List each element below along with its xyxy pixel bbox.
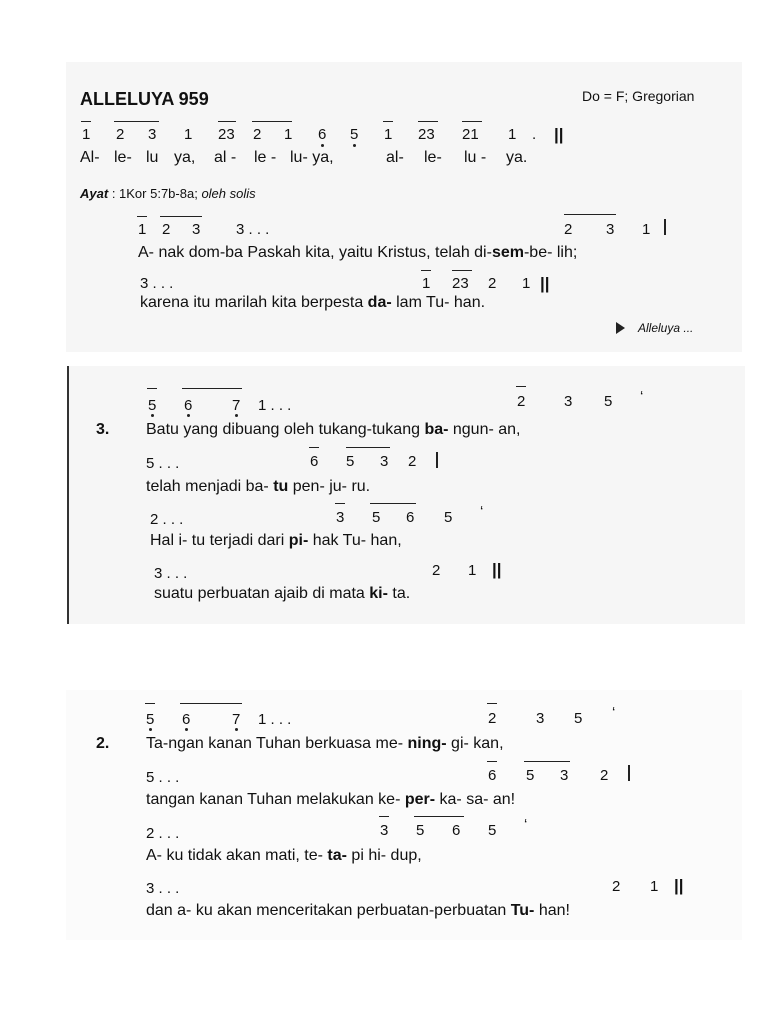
syllable: al - (214, 149, 237, 166)
note: 2 (253, 126, 262, 143)
note: 3 . . . (236, 221, 270, 238)
note: 2 . . . (150, 511, 184, 528)
note: 2 (432, 562, 441, 579)
verse3-line3-text: Hal i- tu terjadi dari pi- hak Tu- han, (150, 532, 402, 549)
syllable: Al- (80, 149, 100, 166)
note: 1 (284, 126, 293, 143)
double-barline: || (554, 125, 564, 144)
note: 21 (462, 126, 479, 143)
note: 23 (418, 126, 435, 143)
note: 5 (488, 822, 497, 839)
note: 5 (372, 509, 381, 526)
note: 3 (564, 393, 573, 410)
note: 2 (162, 221, 171, 238)
syllable: le- (424, 149, 442, 166)
note: 5 (604, 393, 613, 410)
ayat-line2-text: karena itu marilah kita berpesta da- lam Tu- han. (140, 294, 486, 311)
note: 2 (600, 767, 609, 784)
note: 2 (517, 393, 526, 410)
note-low: 5 (350, 126, 359, 143)
barline (628, 765, 630, 781)
note: 1 . . . (258, 397, 292, 414)
note: 5 (574, 710, 583, 727)
breath-mark: ‘ (524, 816, 528, 833)
note: 23 (452, 275, 469, 292)
note: 1 (422, 275, 431, 292)
ayat-note: oleh solis (201, 186, 256, 201)
note: 3 (380, 822, 389, 839)
note: 3 (148, 126, 157, 143)
note: 1 (468, 562, 477, 579)
syllable: le - (254, 149, 277, 166)
note-low: 7 (232, 711, 241, 728)
note: 1 (82, 126, 91, 143)
note-low: 6 (182, 711, 191, 728)
note-low: 5 (148, 397, 157, 414)
note-dot: . (532, 126, 537, 143)
barline (664, 219, 666, 235)
note-low: 6 (318, 126, 327, 143)
breath-mark: ‘ (640, 388, 644, 405)
verse2-line2-text: tangan kanan Tuhan melakukan ke- per- ka- sa- an! (146, 791, 516, 808)
verse2-line1-text: Ta-ngan kanan Tuhan berkuasa me- ning- gi- kan, (146, 735, 504, 752)
note: 3 (536, 710, 545, 727)
note-low: 5 (146, 711, 155, 728)
song-title: ALLELUYA 959 (80, 89, 209, 109)
note: 3 (560, 767, 569, 784)
verse3-line4-text: suatu perbuatan ajaib di mata ki- ta. (154, 585, 411, 602)
note: 2 (488, 275, 497, 292)
note: 6 (488, 767, 497, 784)
note: 6 (452, 822, 461, 839)
ayat-reference: : 1Kor 5:7b-8a; (111, 186, 198, 201)
note: 3 (606, 221, 615, 238)
note: 5 (416, 822, 425, 839)
note: 1 . . . (258, 711, 292, 728)
note: 3 (336, 509, 345, 526)
verse-number: 2. (96, 735, 110, 752)
note: 1 (642, 221, 651, 238)
verse3-line1-text: Batu yang dibuang oleh tukang-tukang ba- ngun- an, (146, 421, 521, 438)
breath-mark: ‘ (480, 503, 484, 520)
syllable: le- (114, 149, 132, 166)
note: 2 . . . (146, 825, 180, 842)
note: 1 (138, 221, 147, 238)
note: 5 (526, 767, 535, 784)
verse-number: 3. (96, 421, 110, 438)
key-signature: Do = F; Gregorian (582, 88, 695, 104)
verse2-line3-text: A- ku tidak akan mati, te- ta- pi hi- dup, (146, 847, 422, 864)
double-barline: || (540, 274, 550, 293)
breath-mark: ‘ (612, 704, 616, 721)
double-barline: || (674, 876, 684, 895)
note: 1 (384, 126, 393, 143)
ayat-line (80, 187, 256, 200)
note: 1 (508, 126, 517, 143)
note: 23 (218, 126, 235, 143)
note: 2 (116, 126, 125, 143)
note-low: 6 (184, 397, 193, 414)
double-barline: || (492, 560, 502, 579)
syllable: lu- ya, (290, 149, 334, 166)
syllable: lu - (464, 149, 487, 166)
note: 3 (380, 453, 389, 470)
note: 2 (564, 221, 573, 238)
note: 6 (406, 509, 415, 526)
note-low: 7 (232, 397, 241, 414)
syllable: al- (386, 149, 404, 166)
note: 5 (444, 509, 453, 526)
note: 1 (184, 126, 193, 143)
verse3-line2-text: telah menjadi ba- tu pen- ju- ru. (146, 478, 371, 495)
note: 1 (522, 275, 531, 292)
note: 1 (650, 878, 659, 895)
note: 3 . . . (146, 880, 180, 897)
arrow-right-icon (616, 322, 625, 334)
note: 2 (408, 453, 417, 470)
ayat-label: Ayat (80, 186, 109, 201)
syllable: ya. (506, 149, 528, 166)
note: 5 . . . (146, 455, 180, 472)
note: 2 (488, 710, 497, 727)
note: 5 (346, 453, 355, 470)
verse2-line4-text: dan a- ku akan menceritakan perbuatan-perbuatan Tu- han! (146, 902, 570, 919)
syllable: ya, (174, 149, 196, 166)
note: 2 (612, 878, 621, 895)
note: 3 (192, 221, 201, 238)
note: 3 . . . (154, 565, 188, 582)
note: 6 (310, 453, 319, 470)
note: 5 . . . (146, 769, 180, 786)
syllable: lu (146, 149, 159, 166)
barline (436, 452, 438, 468)
note: 3 . . . (140, 275, 174, 292)
ayat-line1-text: A- nak dom-ba Paskah kita, yaitu Kristus, telah di-sem-be- lih; (138, 244, 578, 261)
goto-alleluya: Alleluya ... (638, 321, 694, 335)
